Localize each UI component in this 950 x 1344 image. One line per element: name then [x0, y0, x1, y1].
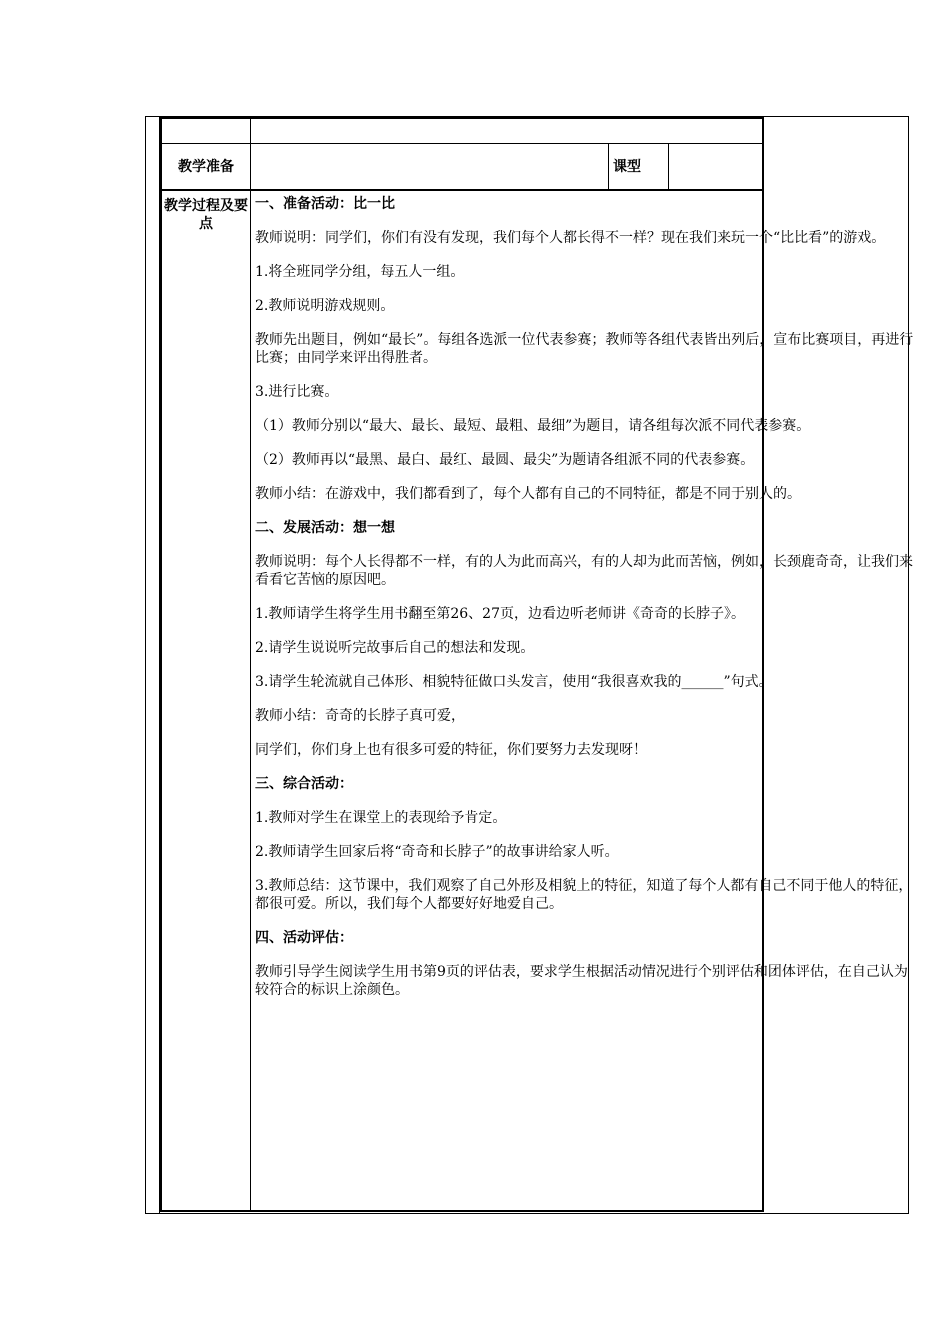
content-paragraph: 教师先出题目，例如“最长”。每组各选派一位代表参赛；教师等各组代表皆出列后，宣布比赛项目，再进行比赛；由同学来评出得胜者。 [255, 332, 914, 366]
content-paragraph: 3.进行比赛。 [255, 384, 339, 400]
section-heading: 一、准备活动：比一比 [255, 196, 395, 212]
process-label: 教学过程及要点 [164, 198, 248, 232]
col-divider-type-value [668, 143, 669, 189]
col-divider-type [608, 143, 609, 189]
content-paragraph: 3.请学生轮流就自己体形、相貌特征做口头发言，使用“我很喜欢我的______”句式。 [255, 674, 773, 690]
content-paragraph: 教师说明：每个人长得都不一样，有的人为此而高兴，有的人却为此而苦恼，例如，长颈鹿奇奇，让我们来看看它苦恼的原因吧。 [255, 554, 913, 588]
course-type-label: 课型 [613, 159, 641, 175]
content-paragraph: 教师引导学生阅读学生用书第9页的评估表，要求学生根据活动情况进行个别评估和团体评估，在自己认为较符合的标识上涂颜色。 [255, 964, 908, 998]
content-paragraph: 2.教师请学生回家后将“奇奇和长脖子”的故事讲给家人听。 [255, 844, 619, 860]
content-paragraph: 1.教师对学生在课堂上的表现给予肯定。 [255, 810, 507, 826]
content-paragraph: 教师小结：奇奇的长脖子真可爱， [255, 708, 465, 724]
content-paragraph: 教师说明：同学们，你们有没有发现，我们每个人都长得不一样？现在我们来玩一个“比比看”的游戏。 [255, 230, 886, 246]
content-paragraph: （1）教师分别以“最大、最长、最短、最粗、最细”为题目，请各组每次派不同代表参赛。 [255, 418, 811, 434]
content-paragraph: 教师小结：在游戏中，我们都看到了，每个人都有自己的不同特征，都是不同于别人的。 [255, 486, 801, 502]
process-content [255, 195, 915, 1015]
section-heading: 三、综合活动： [255, 776, 353, 792]
content-paragraph: 2.教师说明游戏规则。 [255, 298, 395, 314]
content-paragraph: 3.教师总结：这节课中，我们观察了自己外形及相貌上的特征，知道了每个人都有自己不同于他人的特征，都很可爱。所以，我们每个人都要好好地爱自己。 [255, 878, 913, 912]
content-paragraph: 1.将全班同学分组，每五人一组。 [255, 264, 465, 280]
prep-label: 教学准备 [178, 159, 234, 175]
content-paragraph: 1.教师请学生将学生用书翻至第26、27页，边看边听老师讲《奇奇的长脖子》。 [255, 606, 745, 622]
col-divider-label [250, 117, 251, 1212]
section-heading: 二、发展活动：想一想 [255, 520, 395, 536]
content-paragraph: （2）教师再以“最黑、最白、最红、最圆、最尖”为题请各组派不同的代表参赛。 [255, 452, 755, 468]
content-paragraph: 2.请学生说说听完故事后自己的想法和发现。 [255, 640, 535, 656]
section-heading: 四、活动评估： [255, 930, 353, 946]
content-paragraph: 同学们，你们身上也有很多可爱的特征，你们要努力去发现呀！ [255, 742, 647, 758]
